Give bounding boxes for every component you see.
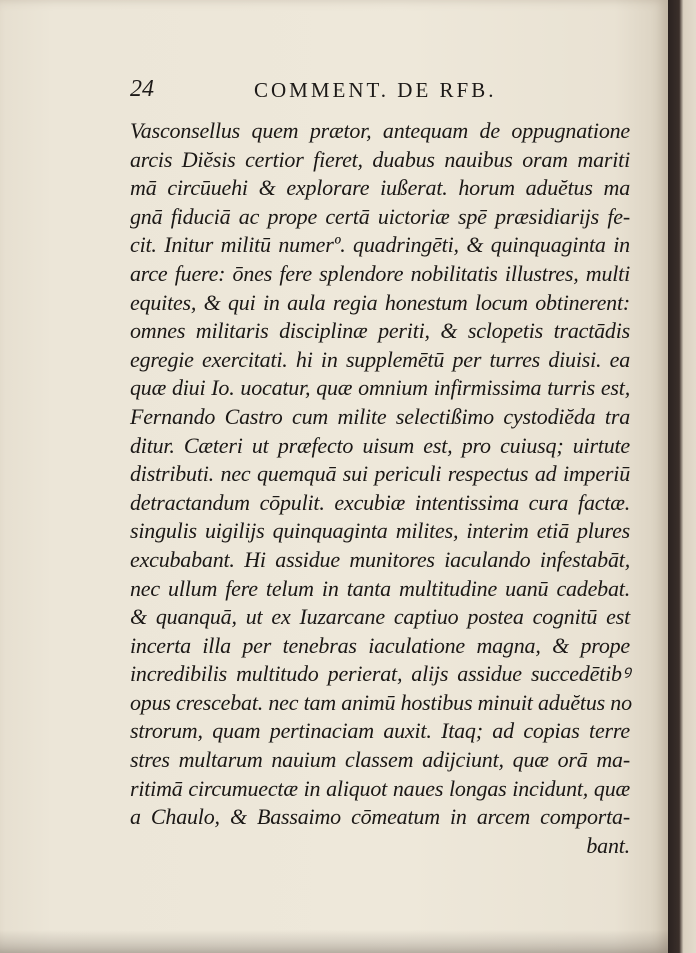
text-line-26: bant. — [586, 832, 630, 858]
text-line-4: gnā fiduciā ac prope certā uictoriæ spē præsidiarijs fe- — [130, 203, 630, 229]
text-line-8: omnes militaris disciplinæ periti, & sclopetis tractādis — [130, 318, 630, 344]
text-line-12: ditur. Cæteri ut præfecto uisum est, pro cuiusq; uirtute — [130, 432, 630, 458]
text-line-24: ritimā circumuectæ in aliquot naues longas incidunt, quæ — [130, 775, 630, 801]
text-line-10: quæ diui Io. uocatur, quæ omnium infirmissima turris est, — [130, 375, 630, 401]
text-line-16: excubabant. Hi assidue munitores iaculando infestabāt, — [130, 546, 630, 572]
text-line-6: arce fuere: ōnes fere splendore nobilitatis illustres, multi — [130, 260, 630, 286]
text-line-21: opus crescebat. nec tam animū hostibus minuit aduĕtus no — [130, 689, 632, 715]
text-line-9: egregie exercitati. hi in supplemētū per turres diuisi. ea — [130, 346, 630, 372]
page-number: 24 — [130, 76, 154, 102]
text-line-14: detractandum cōpulit. excubiæ intentissima cura factæ. — [130, 489, 630, 515]
body-text — [130, 117, 630, 860]
text-line-11: Fernando Castro cum milite selectißimo cystodiĕda tra — [130, 403, 630, 429]
text-line-17: nec ullum fere telum in tanta multitudine uanū cadebat. — [130, 575, 630, 601]
text-line-7: equites, & qui in aula regia honestum locum obtinerent: — [130, 289, 630, 315]
text-line-20: incredibilis multitudo perierat, alijs assidue succedētibꝰ — [130, 661, 630, 687]
adjacent-page-edge — [668, 0, 696, 953]
text-line-1: Vasconsellus quem prætor, antequam de oppugnatione — [130, 118, 630, 143]
text-line-3: mā circūuehi & explorare iußerat. horum aduĕtus ma — [130, 175, 630, 201]
text-line-13: distributi. nec quemquā sui periculi respectus ad imperiū — [130, 461, 630, 487]
page-header — [130, 76, 600, 106]
text-line-19: incerta illa per tenebras iaculatione magna, & prope — [130, 632, 630, 658]
page-bottom-shadow — [0, 930, 668, 953]
text-line-22: strorum, quam pertinaciam auxit. Itaq; ad copias terre — [130, 718, 630, 744]
text-line-15: singulis uigilijs quinquaginta milites, interim etiā plures — [130, 518, 630, 544]
text-line-18: & quanquā, ut ex Iuzarcane captiuo postea cognitū est — [130, 604, 630, 630]
running-head: COMMENT. DE RFB. — [254, 78, 497, 102]
text-line-23: stres multarum nauium classem adijciunt, quæ orā ma- — [130, 747, 630, 773]
text-line-2: arcis Diĕsis certior fieret, duabus nauibus oram mariti — [130, 146, 630, 172]
text-line-5: cit. Initur militū numerº. quadringēti, & quinquaginta in — [130, 232, 630, 258]
text-line-25: a Chaulo, & Bassaimo cōmeatum in arcem comporta- — [130, 804, 630, 830]
